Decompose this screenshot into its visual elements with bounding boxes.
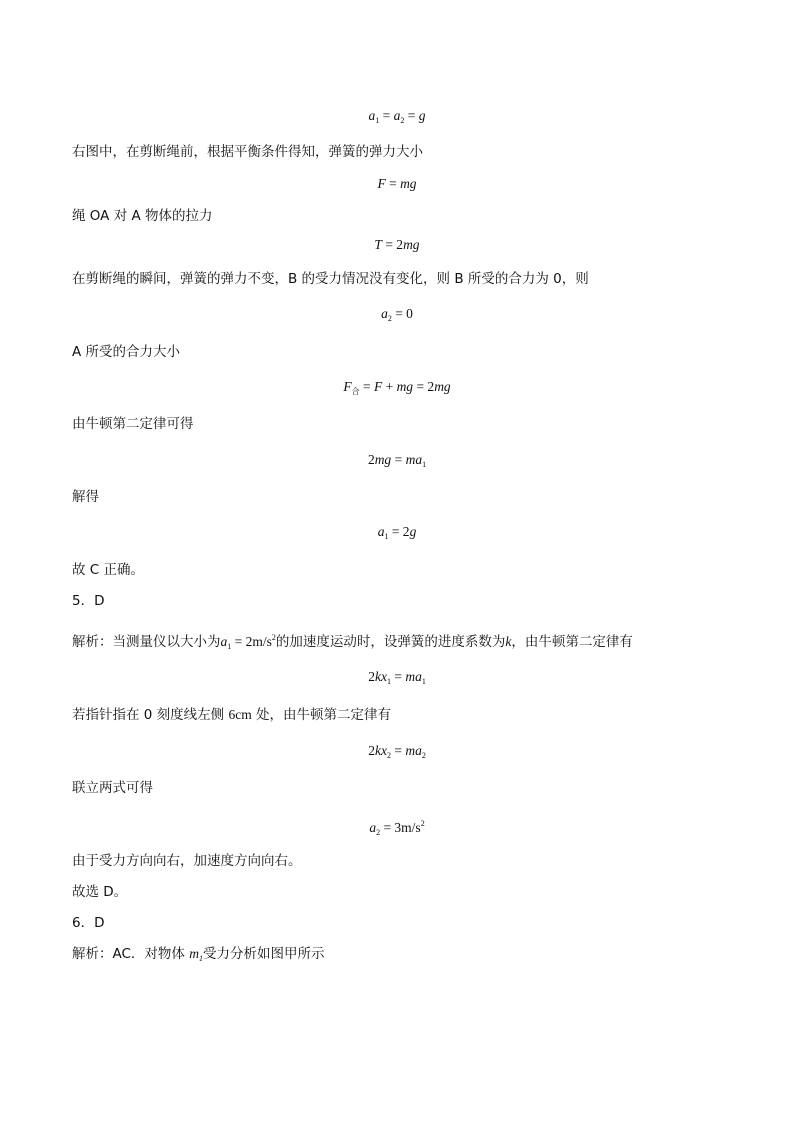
equation-2kx2-ma2: $2kx_2 = ma_2$ <box>368 743 426 760</box>
question-6-answer: 6．D <box>72 915 105 931</box>
question-5-answer: 5．D <box>72 593 105 609</box>
equation-2mg-ma1: $2mg = ma_1$ <box>367 452 427 469</box>
text-line-solve: 解得 <box>72 489 99 505</box>
text-line-combine: 联立两式可得 <box>72 780 153 796</box>
text-line-choose-D: 故选 D。 <box>72 884 128 900</box>
equation-T-2mg: T = 2mg <box>374 237 420 252</box>
equation-F-net: $F_合 = F$ + mg = 2mg <box>343 379 451 396</box>
text-line-rope-tension: 绳 OA 对 A 物体的拉力 <box>72 208 213 224</box>
text-line-pointer-position: 若指针指在 0 刻度线左侧 6cm 处，由牛顿第二定律有 <box>72 707 392 723</box>
equation-a2-zero: $a_2 = 0$ <box>381 306 413 323</box>
text-line-cut-instant: 在剪断绳的瞬间，弹簧的弹力不变，B 的受力情况没有变化，则 B 所受的合力为 0，则 <box>72 271 589 287</box>
text-line-conclusion-C: 故 C 正确。 <box>72 562 145 578</box>
equation-F-mg: F = mg <box>377 176 417 191</box>
text-line-q5-analysis: 解析：当测量仪以大小为$a_1 = 2m/s^2$的加速度运动时，设弹簧的进度系数为k，由牛顿第二定律有 <box>72 633 633 651</box>
text-line-q6-analysis: 解析：AC．对物体 $m_1$受力分析如图甲所示 <box>72 946 325 963</box>
text-line-newton-second-law: 由牛顿第二定律可得 <box>72 416 194 432</box>
equation-2kx1-ma1: $2kx_1 = ma_1$ <box>368 669 426 686</box>
equation-a2-value: $a_2 = 3m/s^2$ <box>369 819 425 837</box>
text-line-net-force-A: A 所受的合力大小 <box>72 344 181 360</box>
equation-a1-2g: $a_1 = 2g$ <box>377 524 417 541</box>
equation-a1-a2-g: $a_1 = a_2 = g$ <box>368 108 426 125</box>
text-line-direction: 由于受力方向向右，加速度方向向右。 <box>72 853 302 869</box>
text-line-spring-force: 右图中，在剪断绳前，根据平衡条件得知，弹簧的弹力大小 <box>72 144 423 160</box>
